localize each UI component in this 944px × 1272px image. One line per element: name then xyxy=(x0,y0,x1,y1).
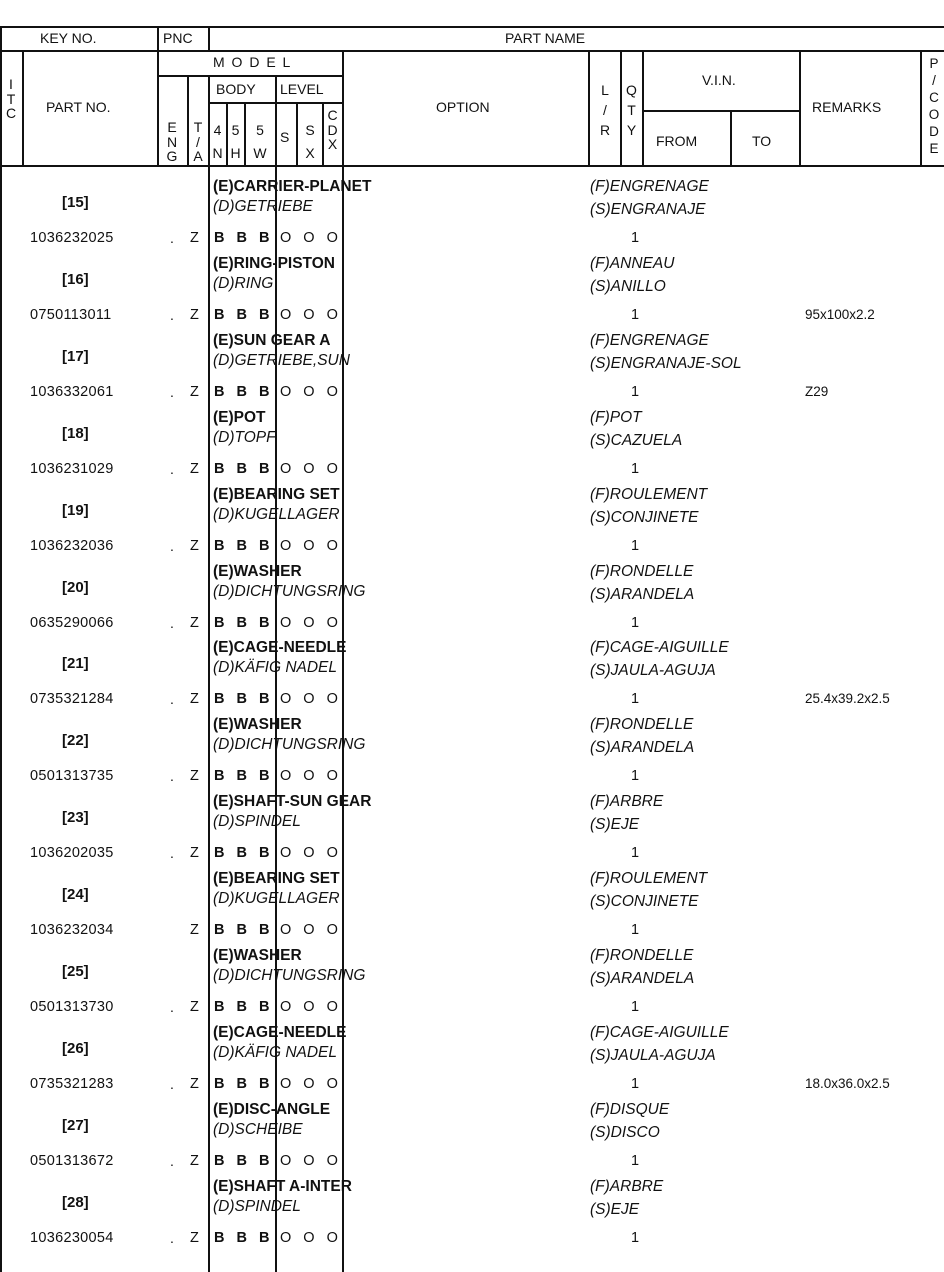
header-row1-divider xyxy=(0,50,944,52)
eng-char: N xyxy=(166,133,178,150)
body-col-char: W xyxy=(253,145,267,161)
part-name-english: (E)BEARING SET xyxy=(213,870,340,887)
body-heading: BODY xyxy=(216,81,256,97)
itc-marker: . xyxy=(170,1230,174,1246)
itc-marker: . xyxy=(170,461,174,477)
top-border xyxy=(0,26,944,28)
quantity: 1 xyxy=(631,230,640,246)
itc-marker: . xyxy=(170,768,174,784)
part-name-french: (F)CAGE-AIGUILLE xyxy=(590,639,729,656)
part-name-french: (F)ARBRE xyxy=(590,793,664,810)
part-name-german: (D)KÄFIG NADEL xyxy=(213,659,338,676)
part-name-english: (E)RING-PISTON xyxy=(213,255,335,272)
level-sx-char: X xyxy=(305,145,315,161)
level-cdx-char: D xyxy=(327,121,338,138)
level-sx-heading xyxy=(298,119,322,165)
level-applicability: O O O xyxy=(280,384,342,400)
quantity: 1 xyxy=(631,1076,640,1092)
part-name-french: (F)CAGE-AIGUILLE xyxy=(590,1024,729,1041)
level-applicability: O O O xyxy=(280,1153,342,1169)
part-number: 0501313730 xyxy=(30,999,114,1015)
level-sx-char: S xyxy=(305,122,315,138)
ta-code: Z xyxy=(190,1153,199,1169)
part-name-english: (E)WASHER xyxy=(213,716,302,733)
body-applicability: B B B xyxy=(214,230,274,246)
body-applicability: B B B xyxy=(214,461,274,477)
body-col-5w xyxy=(245,119,275,165)
key-number: [16] xyxy=(62,271,89,288)
part-name-german: (D)DICHTUNGSRING xyxy=(213,583,366,600)
part-name-french: (F)ENGRENAGE xyxy=(590,332,709,349)
part-name-spanish: (S)CONJINETE xyxy=(590,509,699,526)
part-number: 1036232036 xyxy=(30,538,114,554)
quantity: 1 xyxy=(631,461,640,477)
body-applicability: B B B xyxy=(214,307,274,323)
eng-char: E xyxy=(167,119,177,135)
part-name-english: (E)SHAFT-SUN GEAR xyxy=(213,793,372,810)
quantity: 1 xyxy=(631,691,640,707)
level-cdx-char: C xyxy=(327,107,338,123)
eng-heading xyxy=(163,120,181,164)
level-option-divider xyxy=(342,50,344,1272)
level-applicability: O O O xyxy=(280,461,342,477)
key-no-heading: KEY NO. xyxy=(40,30,97,46)
part-number: 1036231029 xyxy=(30,461,114,477)
body-applicability: B B B xyxy=(214,922,274,938)
level-applicability: O O O xyxy=(280,538,342,554)
quantity: 1 xyxy=(631,538,640,554)
body-applicability: B B B xyxy=(214,768,274,784)
part-name-heading: PART NAME xyxy=(505,30,586,46)
part-name-spanish: (S)EJE xyxy=(590,1201,640,1218)
pcode-char: P xyxy=(929,56,939,71)
key-number: [27] xyxy=(62,1117,89,1134)
ta-code: Z xyxy=(190,307,199,323)
key-number: [21] xyxy=(62,655,89,672)
level-heading: LEVEL xyxy=(280,81,324,97)
part-name-german: (D)KUGELLAGER xyxy=(213,506,340,523)
body-applicability: B B B xyxy=(214,384,274,400)
pcode-char: O xyxy=(928,107,940,122)
remarks-value: 25.4x39.2x2.5 xyxy=(805,691,890,706)
part-name-french: (F)ANNEAU xyxy=(590,255,675,272)
part-name-german: (D)SPINDEL xyxy=(213,813,301,830)
remarks-value: Z29 xyxy=(805,384,829,399)
remarks-value: 18.0x36.0x2.5 xyxy=(805,1076,890,1091)
ta-heading xyxy=(189,120,207,164)
part-number: 1036232025 xyxy=(30,230,114,246)
part-name-spanish: (S)JAULA-AGUJA xyxy=(590,1047,716,1064)
part-name-french: (F)ENGRENAGE xyxy=(590,178,709,195)
key-number: [28] xyxy=(62,1194,89,1211)
quantity: 1 xyxy=(631,999,640,1015)
part-number: 0750113011 xyxy=(30,307,112,323)
part-name-french: (F)DISQUE xyxy=(590,1101,670,1118)
level-s-heading: S xyxy=(280,129,290,145)
itc-marker: . xyxy=(170,691,174,707)
remarks-pcode-divider xyxy=(920,50,922,166)
level-applicability: O O O xyxy=(280,999,342,1015)
model-divider xyxy=(157,75,343,77)
itc-marker: . xyxy=(170,1076,174,1092)
level-applicability: O O O xyxy=(280,691,342,707)
itc-heading xyxy=(3,77,19,121)
lr-char: R xyxy=(599,122,611,138)
itc-char: I xyxy=(9,76,13,92)
part-name-french: (F)ROULEMENT xyxy=(590,870,708,887)
level-applicability: O O O xyxy=(280,615,342,631)
key-number: [20] xyxy=(62,579,89,596)
lr-char: L xyxy=(601,82,609,98)
model-heading: M O D E L xyxy=(213,54,292,70)
part-name-english: (E)CAGE-NEEDLE xyxy=(213,1024,347,1041)
part-name-german: (D)GETRIEBE xyxy=(213,198,313,215)
level-applicability: O O O xyxy=(280,1230,342,1246)
part-name-french: (F)POT xyxy=(590,409,642,426)
part-name-spanish: (S)CAZUELA xyxy=(590,432,683,449)
part-name-english: (E)SUN GEAR A xyxy=(213,332,331,349)
quantity: 1 xyxy=(631,1153,640,1169)
level-applicability: O O O xyxy=(280,1076,342,1092)
quantity: 1 xyxy=(631,615,640,631)
part-number: 0735321283 xyxy=(30,1076,114,1092)
part-name-german: (D)KUGELLAGER xyxy=(213,890,340,907)
part-number: 0635290066 xyxy=(30,615,114,631)
quantity: 1 xyxy=(631,845,640,861)
body-applicability: B B B xyxy=(214,1076,274,1092)
key-number: [19] xyxy=(62,502,89,519)
itc-divider xyxy=(22,50,24,166)
itc-marker: . xyxy=(170,230,174,246)
key-number: [15] xyxy=(62,194,89,211)
part-number: 1036202035 xyxy=(30,845,114,861)
part-number: 0501313735 xyxy=(30,768,114,784)
pcode-heading xyxy=(924,55,944,157)
itc-char: T xyxy=(6,90,16,107)
part-name-german: (D)RING xyxy=(213,275,274,292)
vin-from-to-divider xyxy=(730,110,732,166)
body-applicability: B B B xyxy=(214,691,274,707)
key-number: [26] xyxy=(62,1040,89,1057)
pnc-right-divider xyxy=(208,26,210,51)
pcode-char: C xyxy=(929,90,939,105)
part-name-english: (E)CAGE-NEEDLE xyxy=(213,639,347,656)
ta-code: Z xyxy=(190,845,199,861)
part-name-german: (D)SCHEIBE xyxy=(213,1121,303,1138)
body-col-5h xyxy=(227,119,244,165)
pcode-char: D xyxy=(929,124,939,139)
body-applicability: B B B xyxy=(214,999,274,1015)
ta-body-divider xyxy=(208,75,210,1272)
part-name-spanish: (S)DISCO xyxy=(590,1124,660,1141)
key-number: [25] xyxy=(62,963,89,980)
part-name-english: (E)BEARING SET xyxy=(213,486,340,503)
level-applicability: O O O xyxy=(280,230,342,246)
ta-code: Z xyxy=(190,999,199,1015)
ta-code: Z xyxy=(190,1230,199,1246)
part-name-german: (D)TOPF xyxy=(213,429,276,446)
vin-to-heading: TO xyxy=(752,133,772,149)
quantity: 1 xyxy=(631,307,640,323)
ta-code: Z xyxy=(190,1076,199,1092)
part-name-english: (E)DISC-ANGLE xyxy=(213,1101,331,1118)
ta-char: T xyxy=(193,119,203,135)
key-number: [18] xyxy=(62,425,89,442)
part-number: 0501313672 xyxy=(30,1153,114,1169)
body-col-4n xyxy=(209,119,226,165)
itc-marker: . xyxy=(170,384,174,400)
ta-char: / xyxy=(196,133,200,150)
part-name-spanish: (S)ARANDELA xyxy=(590,586,695,603)
eng-char: G xyxy=(166,148,178,164)
body-col-char: H xyxy=(230,145,241,161)
ta-code: Z xyxy=(190,691,199,707)
vin-divider xyxy=(642,110,799,112)
part-name-spanish: (S)CONJINETE xyxy=(590,893,699,910)
key-number: [24] xyxy=(62,886,89,903)
itc-marker: . xyxy=(170,999,174,1015)
vin-heading: V.I.N. xyxy=(702,72,736,88)
part-name-spanish: (S)EJE xyxy=(590,816,640,833)
lr-heading xyxy=(590,80,620,140)
part-name-english: (E)WASHER xyxy=(213,947,302,964)
lr-char: / xyxy=(603,102,607,118)
part-name-german: (D)SPINDEL xyxy=(213,1198,301,1215)
pnc-left-divider xyxy=(157,26,159,166)
body-applicability: B B B xyxy=(214,1153,274,1169)
part-name-german: (D)DICHTUNGSRING xyxy=(213,736,366,753)
qty-char: Y xyxy=(626,122,637,138)
ta-char: A xyxy=(193,148,203,164)
part-number: 1036230054 xyxy=(30,1230,114,1246)
itc-marker: . xyxy=(170,615,174,631)
part-name-english: (E)CARRIER-PLANET xyxy=(213,178,372,195)
ta-code: Z xyxy=(190,538,199,554)
part-name-spanish: (S)ENGRANAJE xyxy=(590,201,706,218)
itc-marker: . xyxy=(170,845,174,861)
level-applicability: O O O xyxy=(280,768,342,784)
body-applicability: B B B xyxy=(214,845,274,861)
body-applicability: B B B xyxy=(214,1230,274,1246)
part-name-german: (D)DICHTUNGSRING xyxy=(213,967,366,984)
part-name-french: (F)RONDELLE xyxy=(590,716,694,733)
level-cdx-heading xyxy=(323,108,342,152)
part-number: 1036332061 xyxy=(30,384,114,400)
part-name-spanish: (S)JAULA-AGUJA xyxy=(590,662,716,679)
level-applicability: O O O xyxy=(280,307,342,323)
part-name-spanish: (S)ARANDELA xyxy=(590,739,695,756)
header-bottom-border xyxy=(0,165,944,167)
part-name-french: (F)ROULEMENT xyxy=(590,486,708,503)
qty-vin-divider xyxy=(642,50,644,166)
part-name-spanish: (S)ARANDELA xyxy=(590,970,695,987)
part-name-spanish: (S)ANILLO xyxy=(590,278,666,295)
quantity: 1 xyxy=(631,384,640,400)
itc-char: C xyxy=(5,105,17,121)
ta-code: Z xyxy=(190,461,199,477)
ta-code: Z xyxy=(190,615,199,631)
part-name-french: (F)ARBRE xyxy=(590,1178,664,1195)
part-name-english: (E)POT xyxy=(213,409,266,426)
vin-from-heading: FROM xyxy=(656,133,698,149)
part-name-german: (D)KÄFIG NADEL xyxy=(213,1044,338,1061)
key-number: [22] xyxy=(62,732,89,749)
part-name-french: (F)RONDELLE xyxy=(590,563,694,580)
option-heading: OPTION xyxy=(436,99,490,115)
quantity: 1 xyxy=(631,768,640,784)
itc-marker: . xyxy=(170,538,174,554)
qty-char: Q xyxy=(626,82,637,98)
remarks-heading: REMARKS xyxy=(812,99,882,115)
pcode-char: E xyxy=(929,141,939,156)
body-applicability: B B B xyxy=(214,615,274,631)
part-name-german: (D)GETRIEBE,SUN xyxy=(213,352,350,369)
part-number: 0735321284 xyxy=(30,691,114,707)
key-number: [23] xyxy=(62,809,89,826)
level-applicability: O O O xyxy=(280,845,342,861)
itc-marker: . xyxy=(170,307,174,323)
vin-remarks-divider xyxy=(799,50,801,166)
qty-heading xyxy=(621,80,642,140)
level-cdx-char: X xyxy=(327,136,338,152)
body-applicability: B B B xyxy=(214,538,274,554)
part-name-spanish: (S)ENGRANAJE-SOL xyxy=(590,355,742,372)
level-applicability: O O O xyxy=(280,922,342,938)
pnc-heading: PNC xyxy=(163,30,193,46)
part-name-french: (F)RONDELLE xyxy=(590,947,694,964)
remarks-value: 95x100x2.2 xyxy=(805,307,875,322)
ta-code: Z xyxy=(190,230,199,246)
body-col-char: 5 xyxy=(256,122,264,138)
key-number: [17] xyxy=(62,348,89,365)
ta-code: Z xyxy=(190,922,199,938)
quantity: 1 xyxy=(631,922,640,938)
ta-code: Z xyxy=(190,384,199,400)
part-no-heading: PART NO. xyxy=(46,99,111,115)
body-col-char: 4 xyxy=(213,122,222,138)
quantity: 1 xyxy=(631,1230,640,1246)
body-col-char: N xyxy=(212,145,223,161)
body-col-char: 5 xyxy=(231,122,240,138)
part-name-english: (E)WASHER xyxy=(213,563,302,580)
ta-code: Z xyxy=(190,768,199,784)
left-border xyxy=(0,26,2,1272)
qty-char: T xyxy=(627,102,636,118)
part-number: 1036232034 xyxy=(30,922,114,938)
itc-marker: . xyxy=(170,1153,174,1169)
pcode-char: / xyxy=(932,73,936,88)
part-name-english: (E)SHAFT A-INTER xyxy=(213,1178,352,1195)
